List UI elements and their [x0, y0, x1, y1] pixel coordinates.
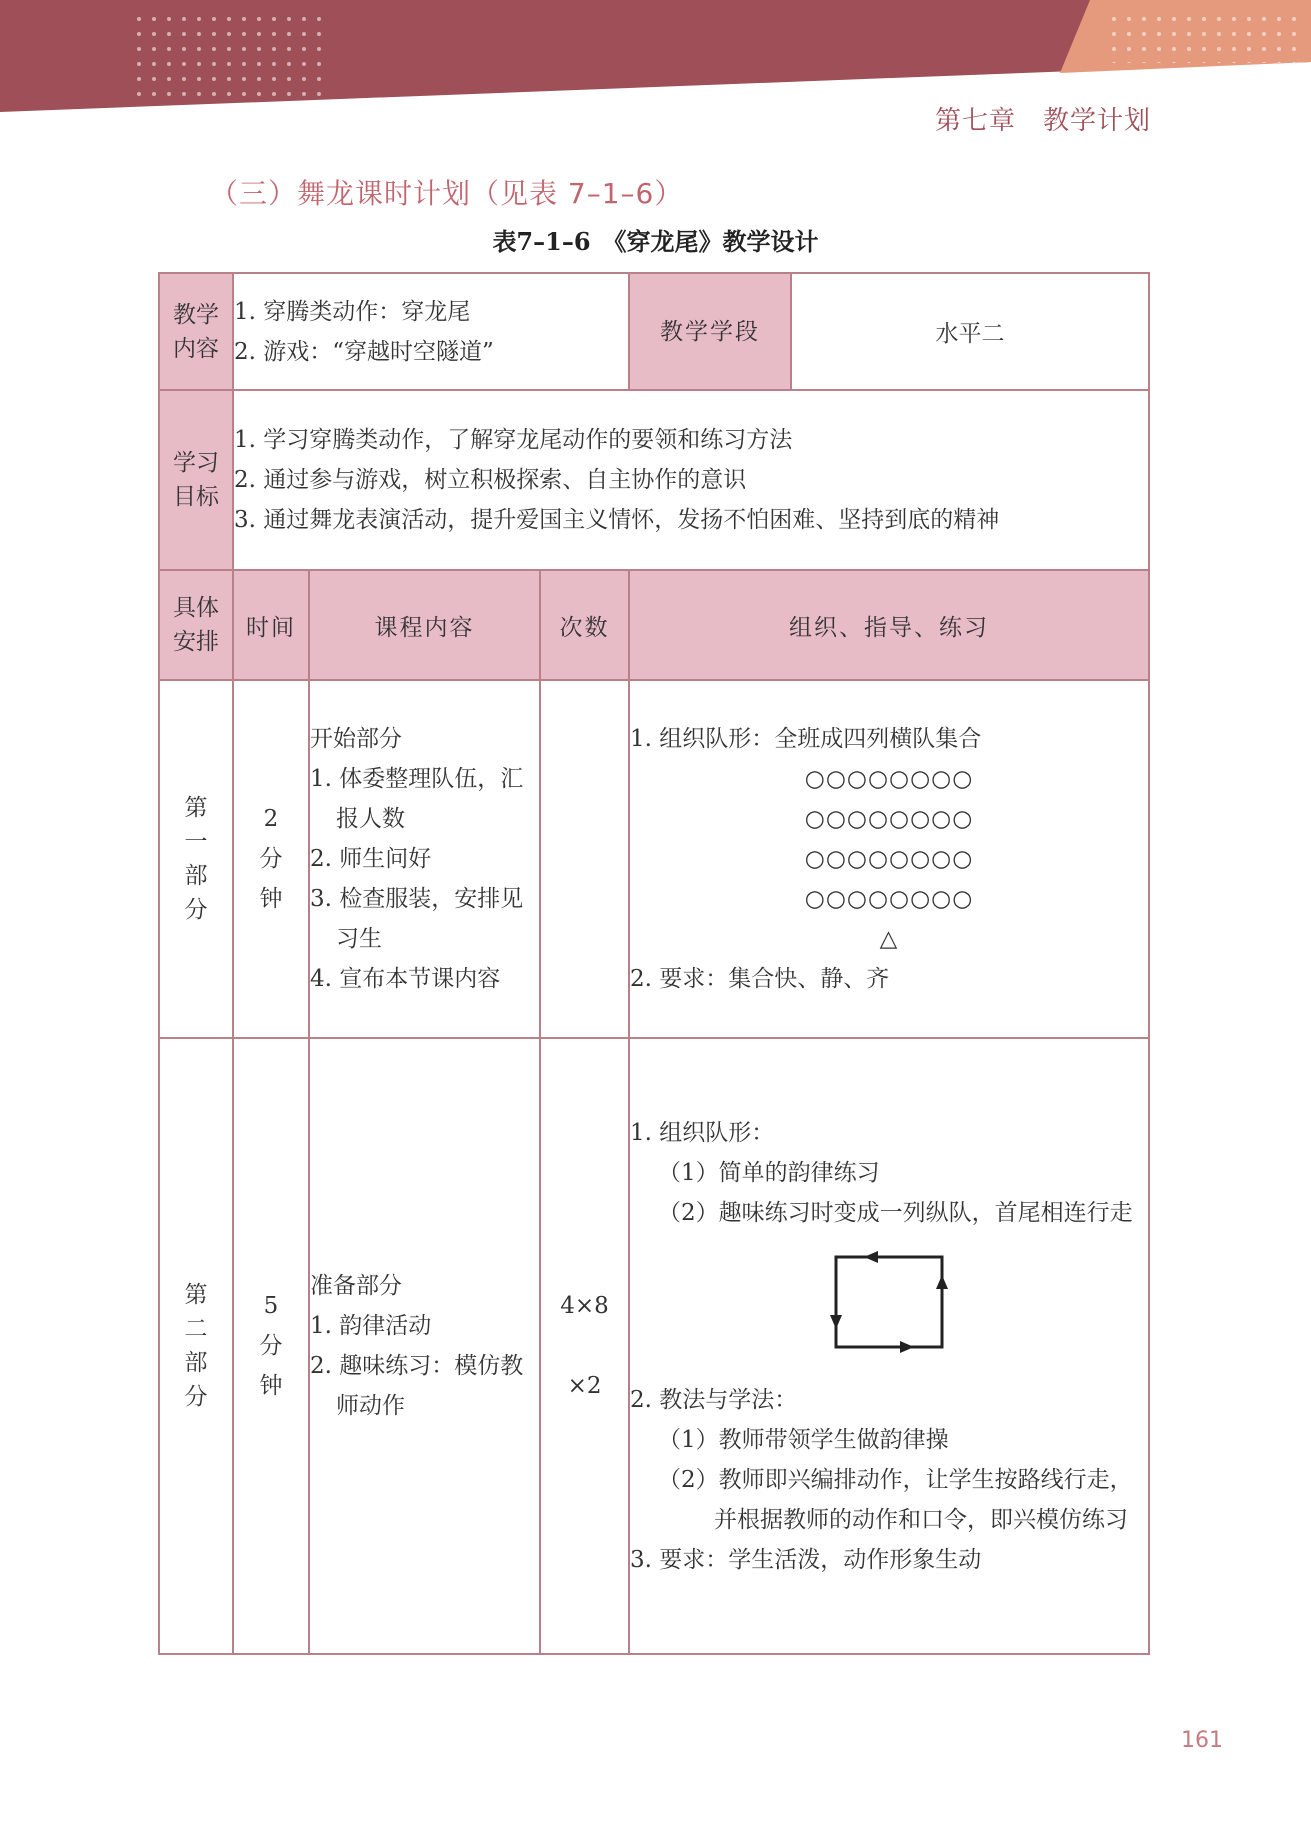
part1-item: 3. 检查服装，安排见习生	[310, 886, 524, 952]
dot-pattern-left	[130, 8, 330, 98]
objectives-cell	[233, 390, 1149, 570]
content-item: 2. 游戏：“穿越时空隧道”	[234, 338, 494, 365]
part1-requirement: 2. 要求：集合快、静、齐	[630, 966, 890, 992]
part2-method-title: 2. 教法与学法：	[630, 1386, 798, 1413]
part2-title: 准备部分	[310, 1273, 402, 1299]
part2-item: 1. 韵律活动	[310, 1313, 432, 1339]
part2-org-item: （1）简单的韵律练习	[658, 1159, 880, 1186]
part1-org-title: 1. 组织队形：全班成四列横队集合	[630, 726, 982, 752]
objective-item: 1. 学习穿腾类动作，了解穿龙尾动作的要领和练习方法	[234, 427, 793, 453]
content-cell	[233, 273, 629, 390]
dot-pattern-right	[1110, 8, 1300, 63]
part2-count-line: ×2	[567, 1373, 602, 1399]
header-row	[159, 570, 1149, 680]
part2-org-item: （2）趣味练习时变成一列纵队，首尾相连行走	[658, 1199, 1133, 1226]
part1-name: 第一部分	[159, 680, 233, 1038]
header-arrangement: 具体安排	[159, 570, 233, 680]
content-row	[159, 273, 1149, 390]
header-banner	[0, 0, 1311, 115]
objective-item: 2. 通过参与游戏，树立积极探索、自主协作的意识	[234, 467, 747, 493]
part1-item: 1. 体委整理队伍，汇报人数	[310, 766, 524, 832]
part2-time: 5分钟	[233, 1038, 309, 1654]
stage-value: 水平二	[791, 273, 1149, 390]
formation-row: ○○○○○○○○	[804, 846, 974, 872]
part2-count-line: 4×8	[560, 1293, 609, 1319]
objective-item: 3. 通过舞龙表演活动，提升爱国主义情怀，发扬不怕困难、坚持到底的精神	[234, 507, 1000, 533]
content-item: 1. 穿腾类动作：穿龙尾	[234, 298, 471, 325]
part1-row	[159, 680, 1149, 1038]
objectives-label: 学习目标	[159, 390, 233, 570]
header-count: 次数	[540, 570, 629, 680]
formation-row: ○○○○○○○○	[804, 766, 974, 792]
route-diagram	[630, 1233, 1148, 1380]
part1-item: 4. 宣布本节课内容	[310, 966, 501, 992]
part1-count	[540, 680, 629, 1038]
chapter-title: 第七章 教学计划	[934, 106, 1151, 136]
part1-title: 开始部分	[310, 726, 402, 752]
part1-time: 2分钟	[233, 680, 309, 1038]
part2-name: 第二部分	[159, 1038, 233, 1654]
part1-organization	[629, 680, 1149, 1038]
part2-count	[540, 1038, 629, 1654]
content-label: 教学内容	[159, 273, 233, 390]
page-number: 161	[1181, 1728, 1223, 1753]
part2-requirement: 3. 要求：学生活泼，动作形象生动	[630, 1546, 982, 1573]
part2-content	[309, 1038, 540, 1654]
part2-method-item: （1）教师带领学生做韵律操	[658, 1426, 949, 1453]
section-heading: （三）舞龙课时计划（见表 7–1–6）	[210, 177, 684, 210]
part2-method-item: （2）教师即兴编排动作，让学生按路线行走，并根据教师的动作和口令，即兴模仿练习	[658, 1466, 1133, 1533]
part2-row	[159, 1038, 1149, 1654]
part2-organization	[629, 1038, 1149, 1654]
formation-row: ○○○○○○○○	[804, 886, 974, 912]
part2-item: 2. 趣味练习：模仿教师动作	[310, 1353, 524, 1419]
lesson-plan-table	[158, 272, 1150, 1655]
formation-row: ○○○○○○○○	[804, 806, 974, 832]
header-content: 课程内容	[309, 570, 540, 680]
header-time: 时间	[233, 570, 309, 680]
header-organization: 组织、指导、练习	[629, 570, 1149, 680]
stage-label: 教学学段	[629, 273, 791, 390]
part1-item: 2. 师生问好	[310, 846, 432, 872]
objectives-row	[159, 390, 1149, 570]
teacher-mark: △	[879, 926, 899, 952]
part1-content	[309, 680, 540, 1038]
square-route-icon	[824, 1247, 954, 1357]
part2-org-title: 1. 组织队形：	[630, 1119, 775, 1146]
table-caption: 表7–1–6 《穿龙尾》教学设计	[492, 227, 819, 256]
